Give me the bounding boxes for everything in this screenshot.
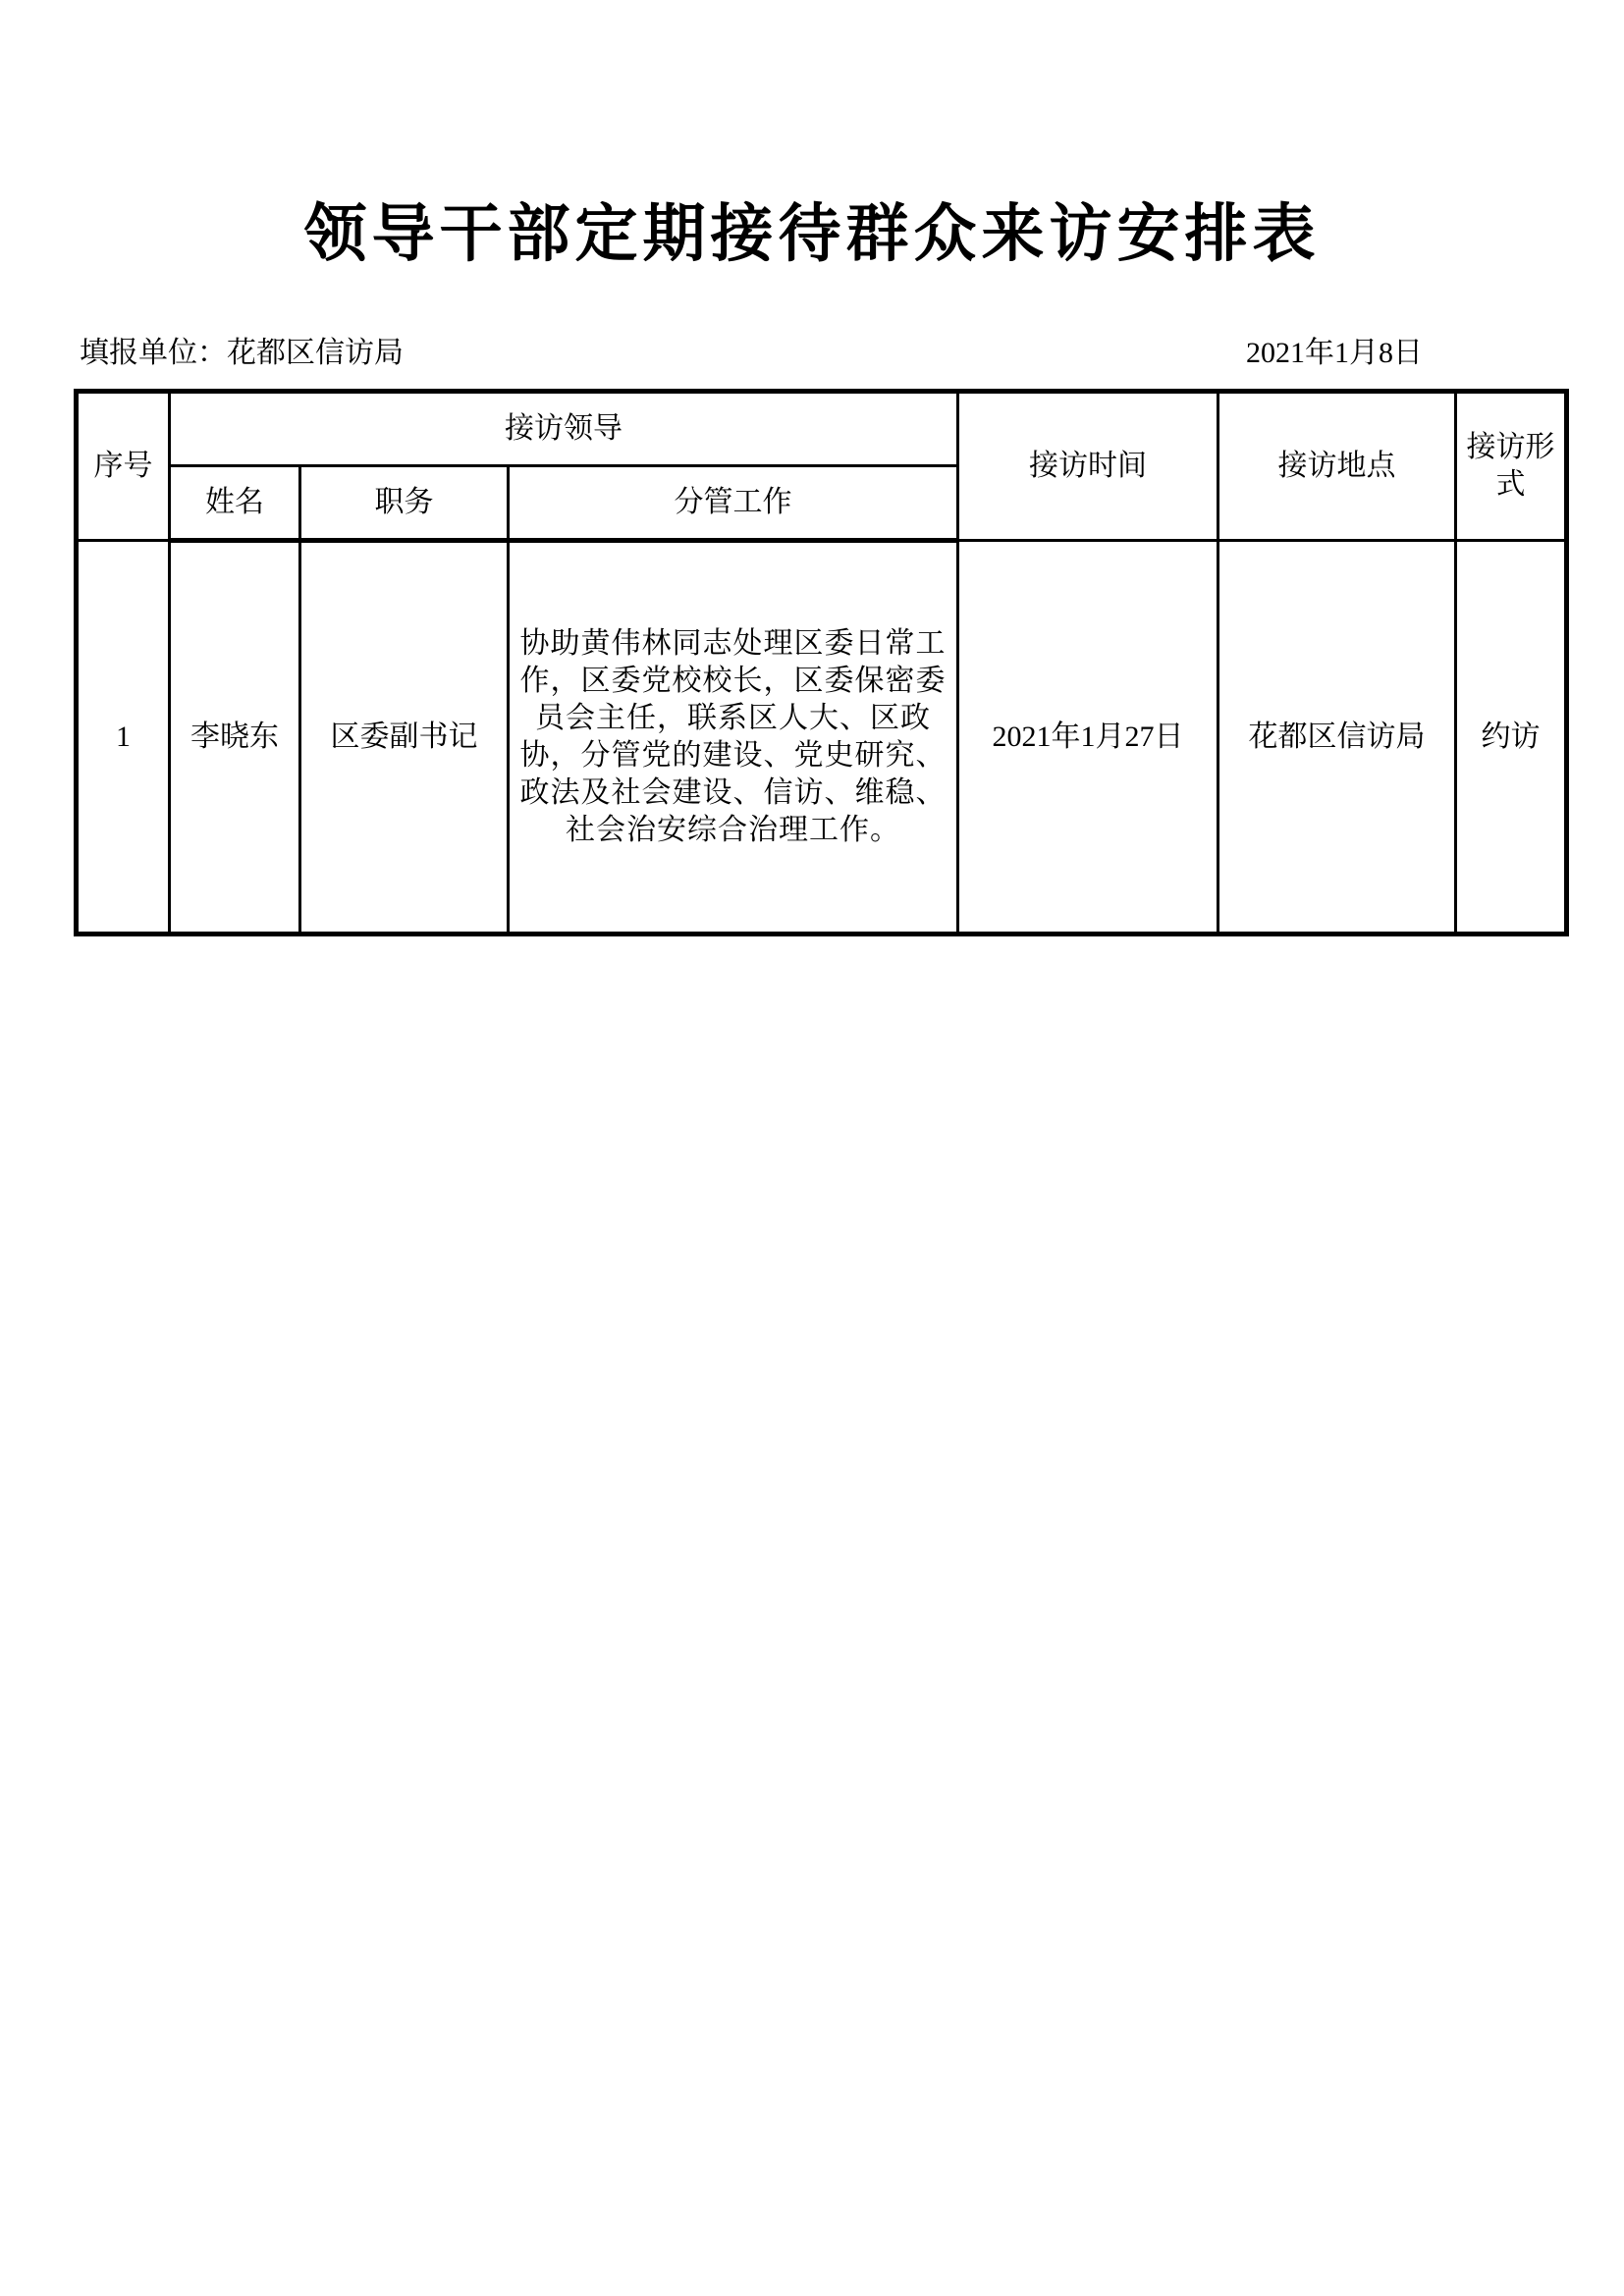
- cell-form: 约访: [1456, 541, 1567, 934]
- cell-duties: 协助黄伟林同志处理区委日常工作，区委党校校长，区委保密委员会主任，联系区人大、区政协，分管党的建设、党史研究、政法及社会建设、信访、维稳、社会治安综合治理工作。: [509, 541, 958, 934]
- cell-name: 李晓东: [170, 541, 300, 934]
- header-duties: 分管工作: [509, 466, 958, 541]
- header-reception-form: 接访形式: [1456, 392, 1567, 541]
- cell-position: 区委副书记: [300, 541, 509, 934]
- cell-time: 2021年1月27日: [958, 541, 1218, 934]
- header-position: 职务: [300, 466, 509, 541]
- cell-serial: 1: [77, 541, 170, 934]
- header-reception-location: 接访地点: [1218, 392, 1456, 541]
- table-row: [77, 541, 1567, 934]
- page-title: 领导干部定期接待群众来访安排表: [303, 197, 1321, 269]
- header-name: 姓名: [170, 466, 300, 541]
- report-unit-label: 填报单位：花都区信访局: [80, 337, 404, 369]
- header-row-top: [77, 392, 1567, 466]
- header-serial: 序号: [77, 392, 170, 541]
- cell-location: 花都区信访局: [1218, 541, 1456, 934]
- reception-schedule-table: [74, 389, 1569, 936]
- report-date: 2021年1月8日: [1246, 337, 1423, 369]
- header-reception-time: 接访时间: [958, 392, 1218, 541]
- header-reception-leader: 接访领导: [170, 392, 958, 466]
- report-info-row: [74, 335, 1564, 372]
